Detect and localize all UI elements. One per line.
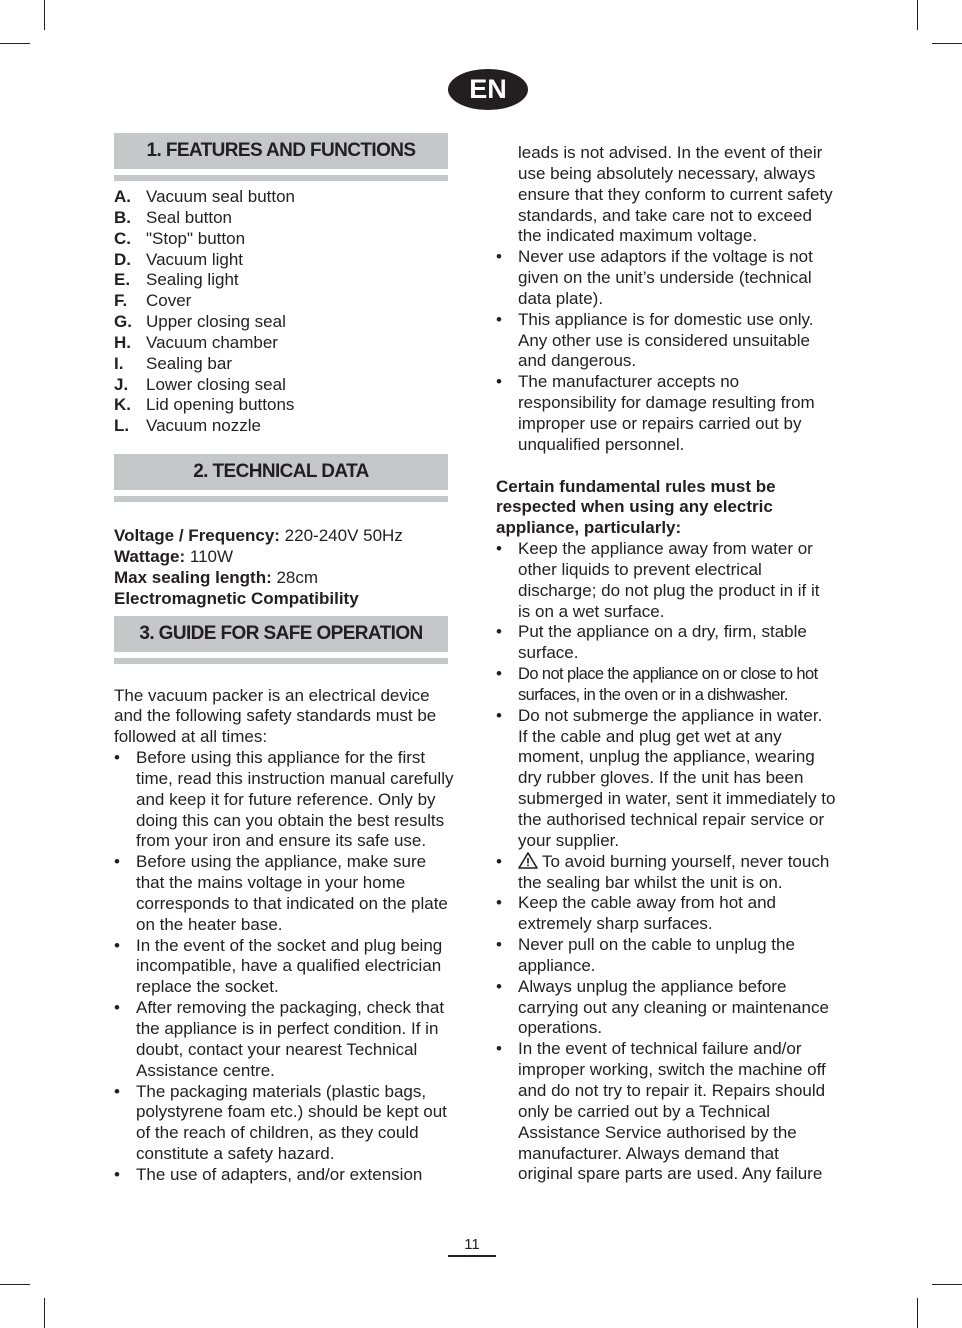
bullet-text: After removing the packaging, check that the appliance is in perfect condition. If in doubt, contact your nearest Technical Assistance centre. (136, 998, 445, 1080)
bullet-text: Never pull on the cable to unplug the appliance. (518, 935, 795, 975)
bullet-item (496, 539, 836, 622)
feature-item (114, 416, 454, 437)
bullet-item (496, 622, 836, 664)
bullet-item (114, 852, 454, 935)
bullet-dot: • (496, 893, 502, 913)
language-badge: EN (448, 69, 528, 110)
feature-item (114, 229, 454, 250)
bullet-dot: • (496, 851, 502, 871)
feature-letter: B. (114, 207, 131, 227)
bullet-dot: • (496, 1039, 502, 1059)
feature-label: Vacuum nozzle (146, 416, 261, 436)
bullet-item (496, 893, 836, 935)
technical-data (114, 526, 454, 609)
crop-mark (917, 0, 918, 30)
feature-letter: A. (114, 187, 131, 206)
feature-label: Sealing light (146, 270, 239, 290)
feature-letter: K. (114, 395, 131, 415)
feature-label: Vacuum chamber (146, 332, 278, 352)
technical-heading: 2. TECHNICAL DATA (114, 454, 448, 490)
bullet-item (496, 310, 836, 373)
bullet-item (496, 664, 836, 706)
feature-item (114, 250, 454, 271)
section-rule (114, 175, 448, 181)
bullet-text: Never use adaptors if the voltage is not given on the unit’s underside (technical data plate). (518, 247, 813, 308)
bullet-text: In the event of technical failure and/or improper working, switch the machine off and do not try to repair it. Repairs should only be carried out by a Technical Assistance Service authorised by the manufacturer. Always demand that original spare parts are used. Any failure (518, 1039, 826, 1184)
bullet-item (114, 936, 454, 999)
bullet-item (114, 1082, 454, 1165)
feature-item (114, 291, 454, 312)
feature-item (114, 208, 454, 229)
feature-item (114, 270, 454, 291)
bullet-item (496, 706, 836, 852)
feature-letter: G. (114, 312, 132, 332)
bullet-text: Keep the appliance away from water or other liquids to prevent electrical discharge; do not plug the product in if it is on a wet surface. (518, 539, 820, 621)
bullet-dot: • (496, 664, 502, 684)
bullet-text: Put the appliance on a dry, firm, stable surface. (518, 622, 807, 663)
bullet-text: The use of adapters, and/or extension (136, 1164, 423, 1184)
bullet-item (114, 998, 454, 1081)
safety-bullets-right-a (496, 247, 836, 455)
section-rule (114, 496, 448, 502)
crop-mark (0, 1284, 30, 1285)
bullet-dot: • (496, 539, 502, 559)
feature-item (114, 333, 454, 354)
bullet-dot: • (114, 1081, 120, 1101)
bullet-item (496, 852, 836, 894)
safety-bullets-left (114, 748, 454, 1186)
voltage-label: Voltage / Frequency: (114, 526, 280, 546)
feature-label: Lower closing seal (146, 374, 286, 394)
bullet-dot: • (114, 1164, 120, 1184)
feature-label: Upper closing seal (146, 312, 286, 332)
features-heading: 1. FEATURES AND FUNCTIONS (114, 133, 448, 169)
left-column (114, 133, 454, 1186)
feature-item (114, 187, 454, 208)
voltage-value: 220-240V 50Hz (279, 526, 403, 546)
feature-item (114, 354, 454, 375)
right-column (496, 143, 836, 1185)
feature-label: Vacuum seal button (146, 187, 295, 206)
rules-heading: Certain fundamental rules must be respected when using any electric appliance, particularly: (496, 476, 776, 538)
bullet-text: Do not place the appliance on or close to hot surfaces, in the oven or in a dishwasher. (518, 665, 818, 704)
feature-letter: I. (114, 353, 124, 373)
features-list (114, 187, 454, 437)
warning-icon (518, 852, 538, 869)
page-number: 11 (448, 1236, 496, 1257)
safety-heading: 3. GUIDE FOR SAFE OPERATION (114, 616, 448, 652)
bullet-dot: • (496, 309, 502, 329)
bullet-text: Before using the appliance, make sure that the mains voltage in your home corresponds to that indicated on the plate on the heater base. (136, 852, 448, 934)
feature-letter: F. (114, 291, 128, 311)
bullet-item (114, 1165, 454, 1186)
feature-item (114, 395, 454, 416)
bullet-dot: • (496, 976, 502, 996)
bullet-dot: • (114, 935, 120, 955)
bullet-dot: • (496, 705, 502, 725)
wattage-value: 110W (185, 546, 234, 566)
crop-mark (932, 43, 962, 44)
feature-label: Seal button (146, 207, 233, 227)
bullet-item (496, 372, 836, 455)
bullet-item (496, 247, 836, 310)
bullet-dot: • (496, 935, 502, 955)
bullet-dot: • (114, 998, 120, 1018)
wattage-label: Wattage: (114, 546, 186, 566)
crop-mark (917, 1298, 918, 1328)
feature-letter: H. (114, 332, 131, 352)
feature-item (114, 312, 454, 333)
feature-label: Sealing bar (146, 353, 233, 373)
continued-paragraph: leads is not advised. In the event of their use being absolutely necessary, always ensure that they conform to current safety standards, and take care not to exceed the indicated maximum voltage. (518, 143, 833, 246)
bullet-text: This appliance is for domestic use only. Any other use is considered unsuitable and dangerous. (518, 309, 814, 371)
sealing-value: 28cm (271, 567, 319, 587)
crop-mark (0, 43, 30, 44)
bullet-text: The packaging materials (plastic bags, polystyrene foam etc.) should be kept out of the reach of children, as they could constitute a safety hazard. (136, 1081, 447, 1164)
sealing-label: Max sealing length: (114, 567, 272, 587)
bullet-text: In the event of the socket and plug being incompatible, have a qualified electrician replace the socket. (136, 935, 443, 997)
bullet-text: Always unplug the appliance before carrying out any cleaning or maintenance operations. (518, 976, 829, 1038)
safety-bullets-right-b (496, 539, 836, 1185)
bullet-dot: • (496, 372, 502, 392)
feature-letter: D. (114, 249, 131, 269)
feature-letter: C. (114, 228, 131, 248)
feature-label: Vacuum light (146, 249, 244, 269)
crop-mark (44, 0, 45, 30)
bullet-dot: • (114, 748, 120, 768)
feature-label: Lid opening buttons (146, 395, 295, 415)
bullet-text: Do not submerge the appliance in water. If the cable and plug get wet at any moment, unplug the appliance, wearing dry rubber gloves. If the unit has been submerged in water, sent it immediately to the authorised technical repair service or your supplier. (518, 705, 836, 850)
bullet-item (114, 748, 454, 852)
feature-letter: L. (114, 416, 130, 436)
bullet-text: To avoid burning yourself, never touch the sealing bar whilst the unit is on. (518, 851, 830, 892)
bullet-item (496, 977, 836, 1040)
bullet-item (496, 935, 836, 977)
bullet-dot: • (496, 622, 502, 642)
crop-mark (44, 1298, 45, 1328)
bullet-text: Before using this appliance for the first time, read this instruction manual carefully and keep it for future reference. Only by doing this can you obtain the best results from your iron and ensure its safe use. (136, 748, 454, 851)
bullet-text: Keep the cable away from hot and extremely sharp surfaces. (518, 893, 776, 934)
feature-label: Cover (146, 291, 192, 311)
safety-intro: The vacuum packer is an electrical device and the following safety standards must be followed at all times: (114, 685, 437, 747)
bullet-dot: • (114, 852, 120, 872)
bullet-item (496, 1039, 836, 1185)
crop-mark (932, 1284, 962, 1285)
feature-letter: J. (114, 374, 129, 394)
emc-label: Electromagnetic Compatibility (114, 588, 359, 608)
feature-item (114, 375, 454, 396)
feature-label: "Stop" button (146, 228, 246, 248)
bullet-text: The manufacturer accepts no responsibility for damage resulting from improper use or repairs carried out by unqualified personnel. (518, 372, 815, 454)
feature-letter: E. (114, 270, 131, 290)
bullet-dot: • (496, 247, 502, 267)
